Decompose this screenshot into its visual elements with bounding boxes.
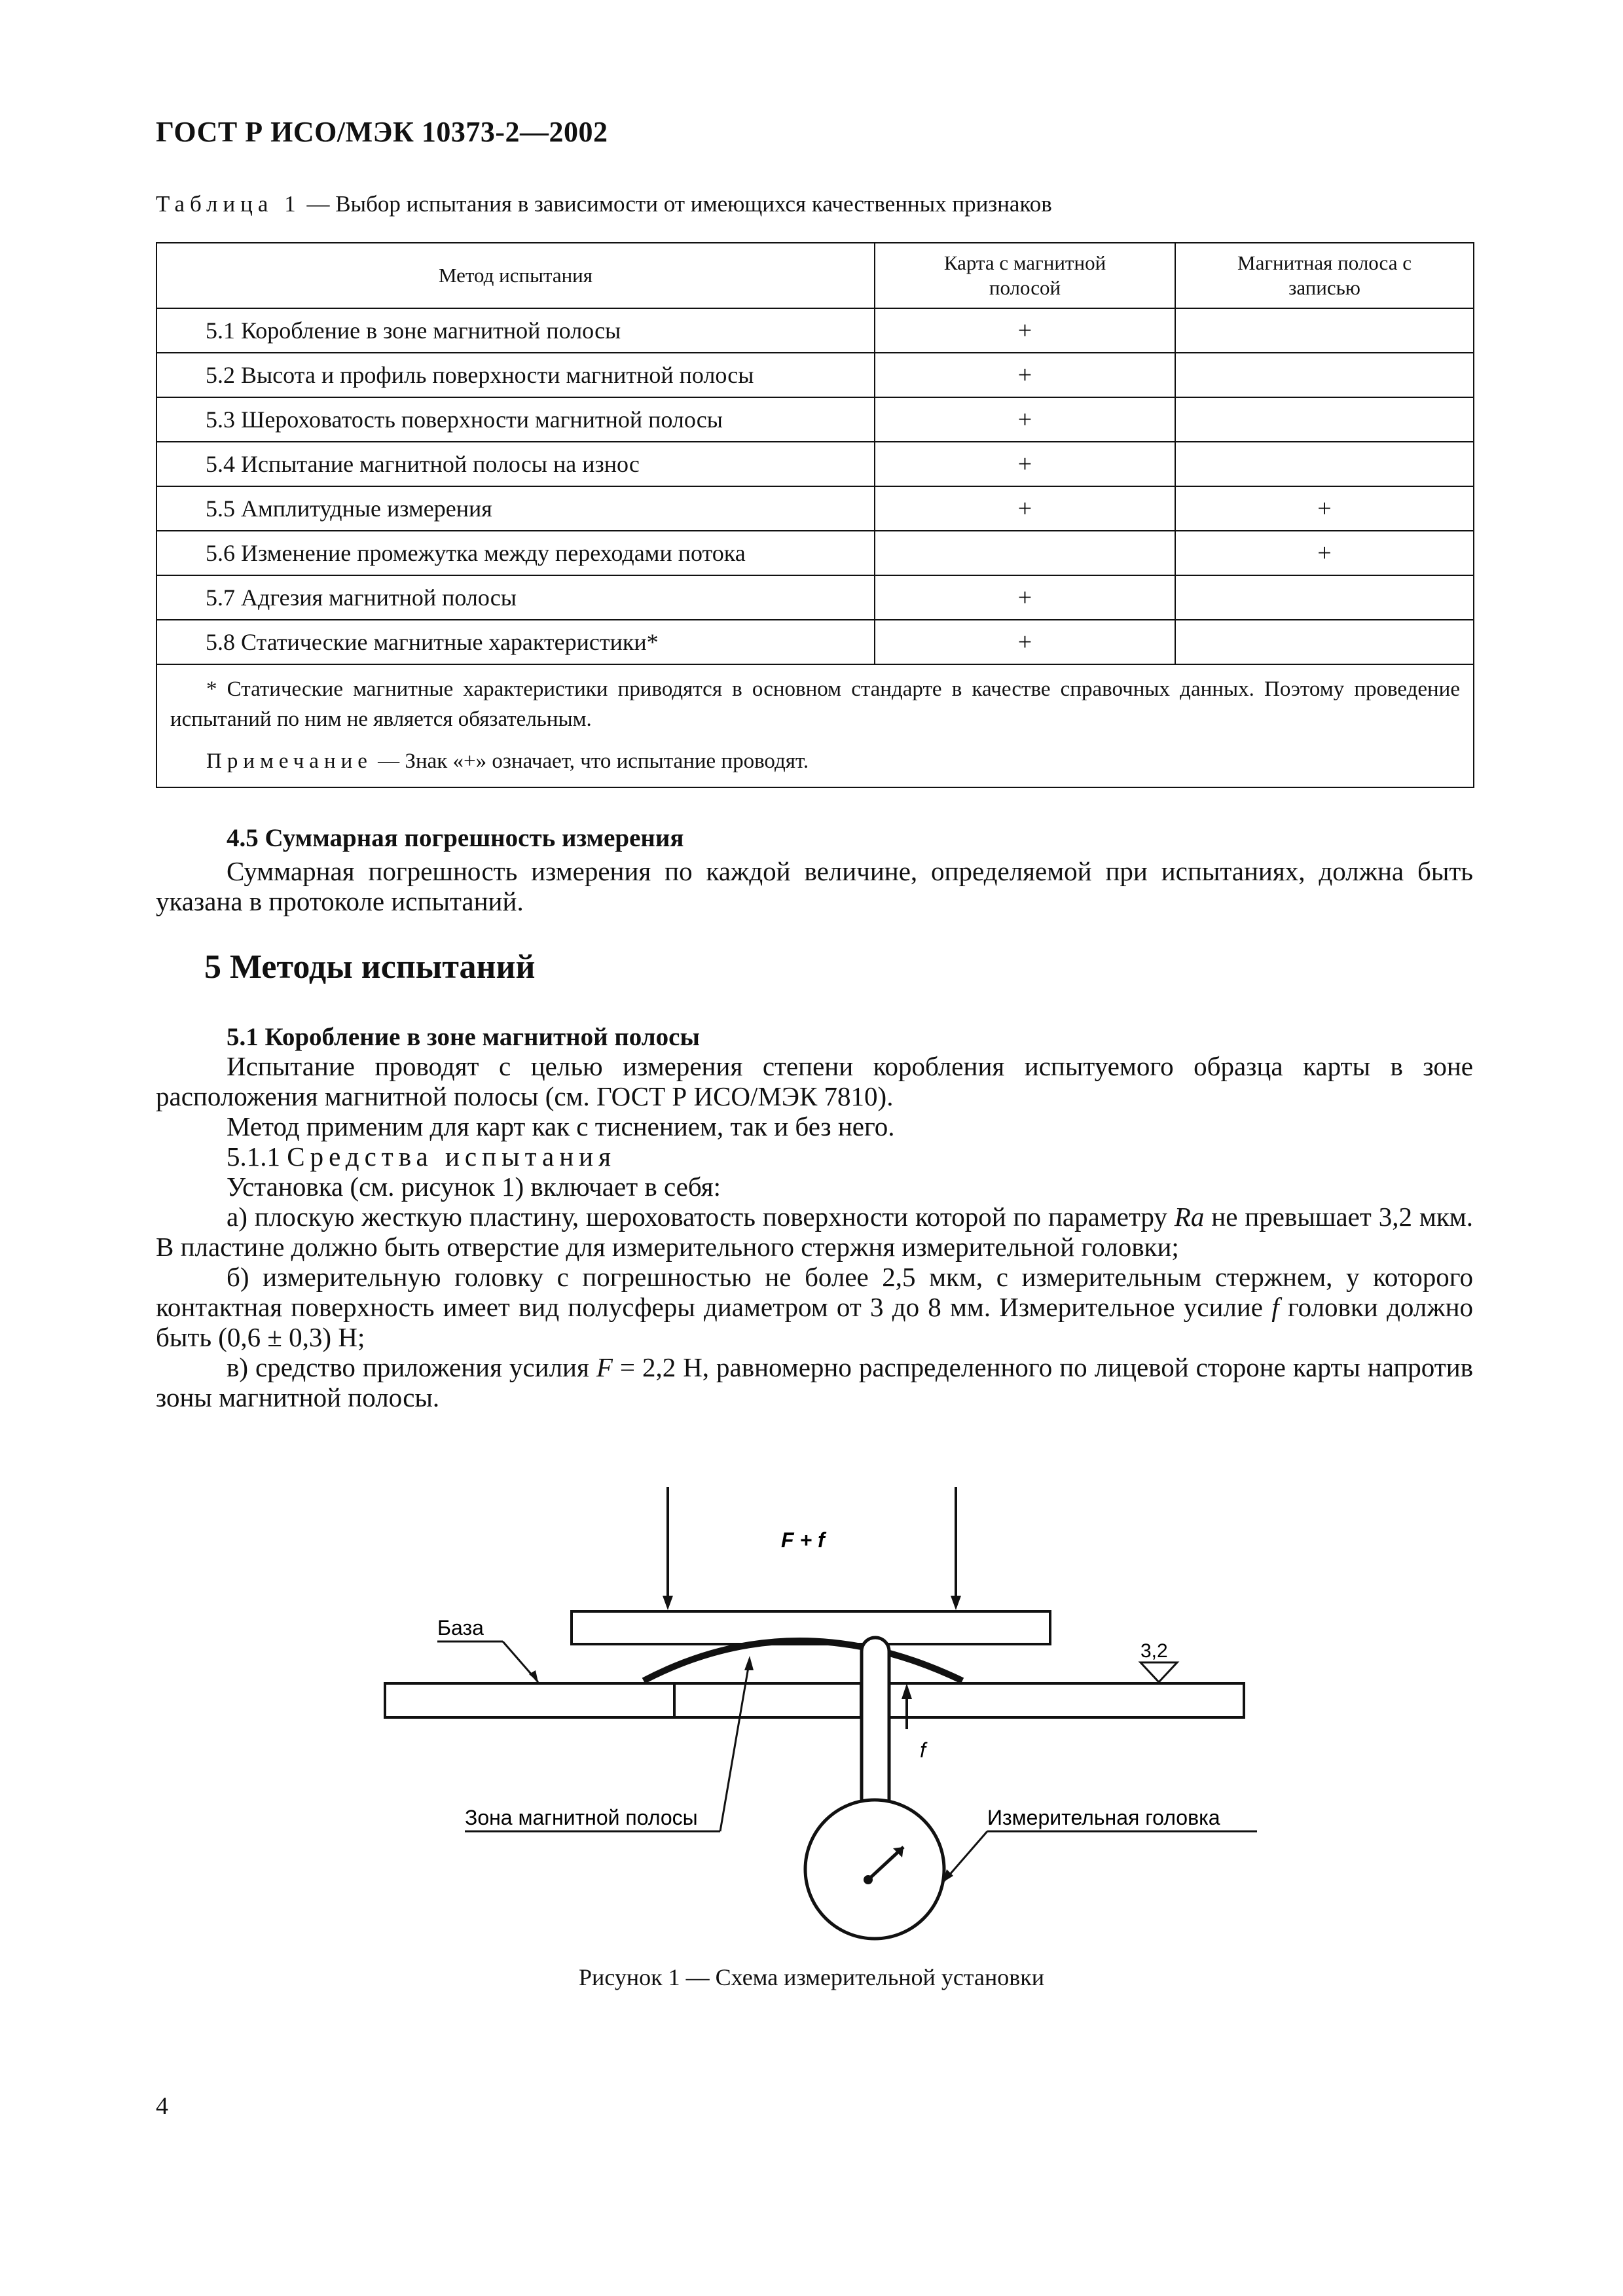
card-sample: [674, 1683, 861, 1717]
section-5-1-body: [156, 1051, 1473, 1412]
paragraph: Испытание проводят с целью измерения степени коробления испытуемого образца карты в зоне расположения магнитной полосы (см. ГОСТ Р ИСО/МЭК 7810).: [156, 1051, 1473, 1111]
cell-method: 5.4 Испытание магнитной полосы на износ: [156, 442, 875, 486]
table-notes: [156, 664, 1474, 787]
table-row: [156, 353, 1474, 397]
table-footnote: * Статические магнитные характеристики приводятся в основном стандарте в качестве справочных данных. Поэтому проведение испытаний по ним не является обязательным.: [170, 677, 1460, 731]
table-row: [156, 442, 1474, 486]
table-header-row: [156, 243, 1474, 308]
cell-method: 5.6 Изменение промежутка между переходами потока: [156, 531, 875, 575]
table-row: [156, 308, 1474, 353]
cell-card: +: [875, 353, 1175, 397]
section-5-heading: 5 Методы испытаний: [204, 948, 536, 986]
warped-card: [644, 1641, 962, 1681]
cell-card: +: [875, 397, 1175, 442]
table-caption-lead: Таблица 1: [156, 191, 301, 217]
col-header-method: Метод испытания: [156, 243, 875, 308]
cell-method: 5.7 Адгезия магнитной полосы: [156, 575, 875, 620]
small-force-label: f: [920, 1738, 926, 1762]
cell-card: +: [875, 486, 1175, 531]
table-notes-row: [156, 664, 1474, 787]
table-note: [170, 746, 1460, 776]
subsection-number: 5.1.1: [227, 1141, 287, 1172]
table-note-text: — Знак «+» означает, что испытание проводят.: [372, 749, 809, 773]
cell-method: 5.2 Высота и профиль поверхности магнитной полосы: [156, 353, 875, 397]
cell-method: 5.5 Амплитудные измерения: [156, 486, 875, 531]
table-caption: [156, 191, 1052, 217]
cell-card: [875, 531, 1175, 575]
section-5-1-heading: 5.1 Коробление в зоне магнитной полосы: [227, 1023, 700, 1051]
force-arrowhead-left: [663, 1596, 673, 1610]
cell-stripe: [1175, 397, 1474, 442]
paragraph: Суммарная погрешность измерения по каждой величине, определяемой при испытаниях, должна быть указана в протоколе испытаний.: [156, 856, 1473, 916]
document-header: ГОСТ Р ИСО/МЭК 10373-2—2002: [156, 116, 608, 148]
cell-stripe: +: [1175, 531, 1474, 575]
cell-stripe: [1175, 353, 1474, 397]
stripe-zone-label: Зона магнитной полосы: [465, 1806, 698, 1829]
table-note-lead: Примечание: [206, 749, 373, 773]
paragraph: Метод применим для карт как с тиснением, так и без него.: [227, 1111, 895, 1141]
cell-stripe: +: [1175, 486, 1474, 531]
cell-stripe: [1175, 620, 1474, 664]
figure-1-caption: Рисунок 1 — Схема измерительной установки: [579, 1964, 1044, 1990]
table-caption-text: — Выбор испытания в зависимости от имеющихся качественных признаков: [301, 191, 1052, 217]
gauge-pivot: [864, 1875, 873, 1884]
list-item-a: а) плоскую жесткую пластину, шероховатость поверхности которой по параметру Ra не превышает 3,2 мкм. В пластине должно быть отверстие для измерительного стержня измерительной головки;: [156, 1202, 1473, 1262]
table-row: [156, 397, 1474, 442]
subsection-title: Средства испытания: [287, 1141, 616, 1172]
measuring-rod: [862, 1638, 889, 1821]
stripe-zone-leader-arrow: [744, 1656, 754, 1670]
cell-stripe: [1175, 575, 1474, 620]
table-body: [156, 308, 1474, 664]
test-selection-table: [156, 242, 1474, 788]
cell-card: +: [875, 620, 1175, 664]
table-row: [156, 486, 1474, 531]
list-item-v: в) средство приложения усилия F = 2,2 Н, равномерно распределенного по лицевой стороне карты напротив зоны магнитной полосы.: [156, 1352, 1473, 1412]
cell-method: 5.8 Статические магнитные характеристики*: [156, 620, 875, 664]
cell-method: 5.3 Шероховатость поверхности магнитной полосы: [156, 397, 875, 442]
gauge-label: Измерительная головка: [987, 1806, 1220, 1829]
cell-card: +: [875, 442, 1175, 486]
cell-method: 5.1 Коробление в зоне магнитной полосы: [156, 308, 875, 353]
cell-card: +: [875, 308, 1175, 353]
subsection-5-1-1-heading: [156, 1141, 1473, 1172]
cell-stripe: [1175, 308, 1474, 353]
page-number: 4: [156, 2092, 168, 2120]
cell-stripe: [1175, 442, 1474, 486]
cell-card: +: [875, 575, 1175, 620]
section-4-5-heading: 4.5 Суммарная погрешность измерения: [227, 824, 684, 852]
col-header-stripe: Магнитная полоса с записью: [1175, 243, 1474, 308]
paragraph: Установка (см. рисунок 1) включает в себя:: [227, 1172, 721, 1202]
roughness-symbol: [1140, 1662, 1177, 1682]
list-item-b: б) измерительную головку с погрешностью не более 2,5 мкм, с измерительным стержнем, у которого контактная поверхность имеет вид полусферы диаметром от 3 до 8 мм. Измерительное усилие f головки должно быть (0,6 ± 0,3) Н;: [156, 1262, 1474, 1352]
roughness-label: 3,2: [1140, 1640, 1168, 1662]
table-row: [156, 575, 1474, 620]
section-4-5-text: [156, 856, 1473, 916]
col-header-card: Карта с магнитной полосой: [875, 243, 1175, 308]
table-row: [156, 620, 1474, 664]
measurement-setup-diagram: [367, 1486, 1257, 1957]
force-label: F + f: [781, 1528, 825, 1552]
table-row: [156, 531, 1474, 575]
figure-1: [367, 1486, 1257, 1977]
base-label: База: [437, 1616, 484, 1640]
force-arrowhead-right: [951, 1596, 961, 1610]
gauge-dial: [805, 1800, 944, 1939]
table-1: [156, 242, 1473, 788]
